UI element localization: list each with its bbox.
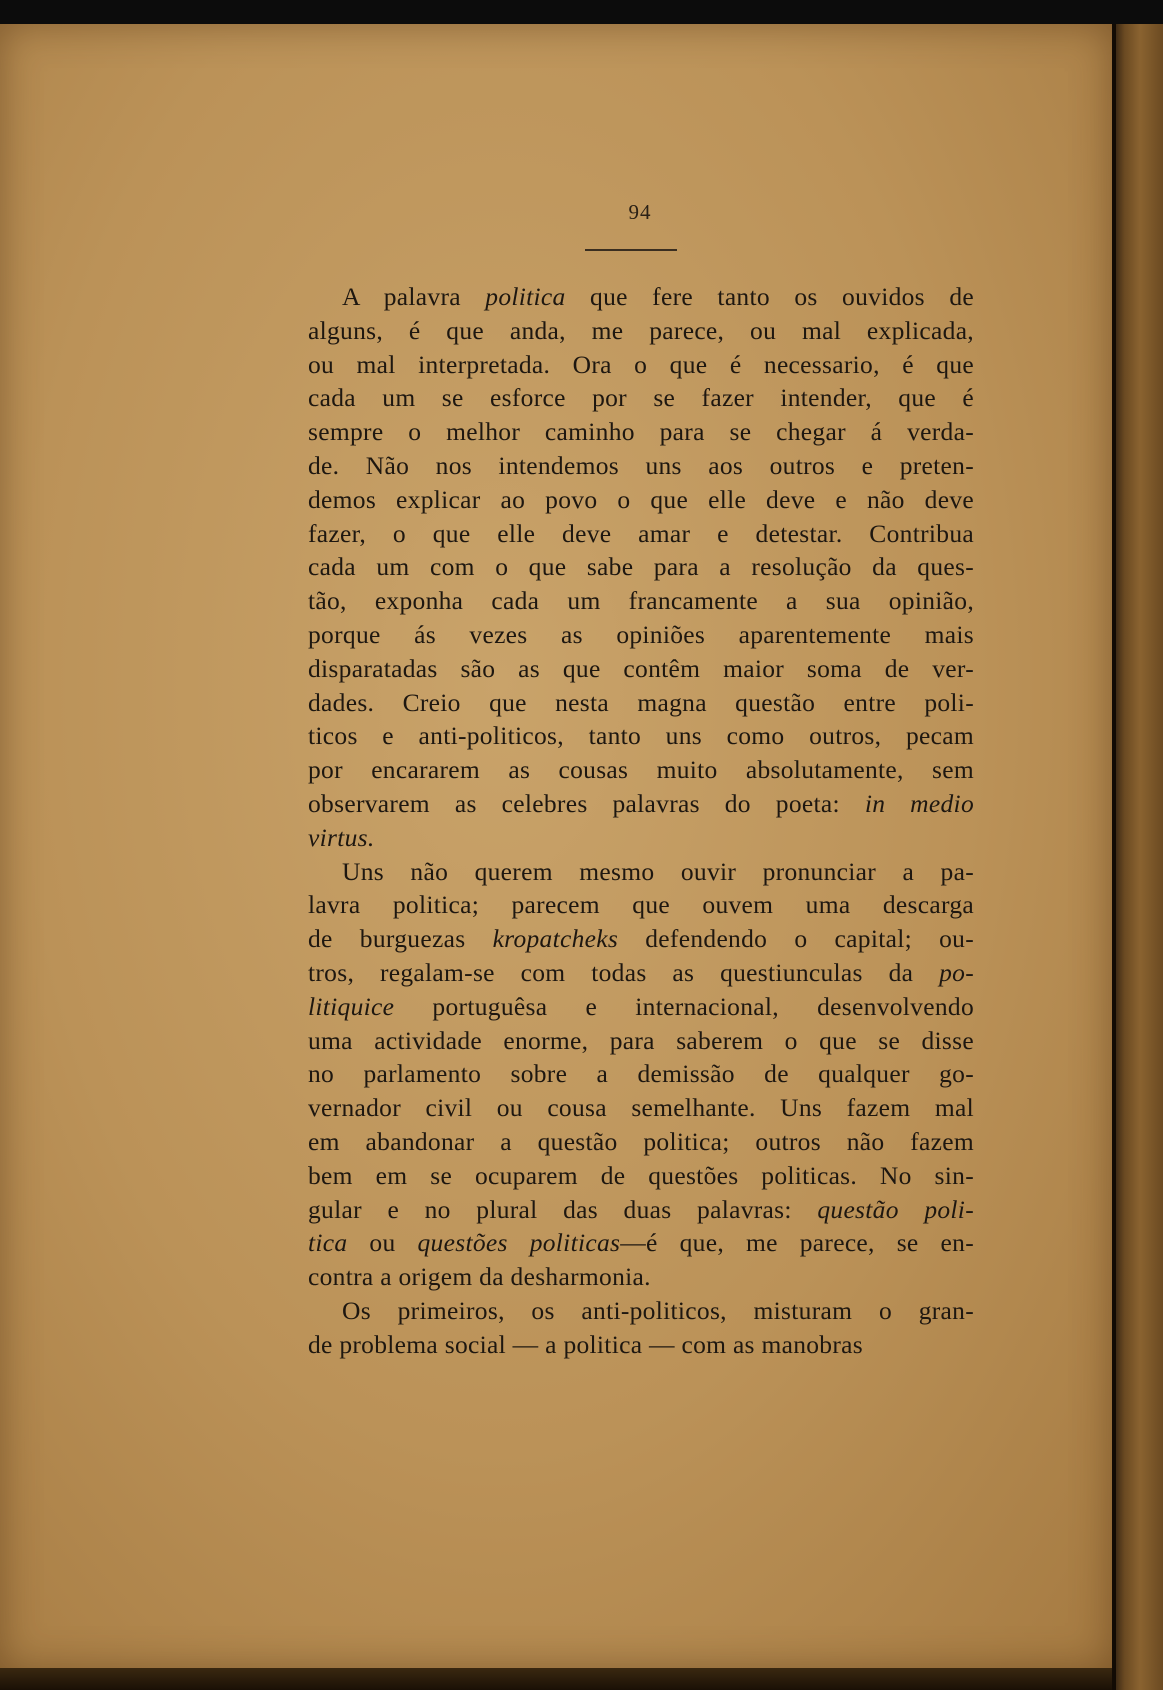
text-line — [308, 821, 974, 855]
text-run: bem em se ocuparem de questões politicas. No sin- — [308, 1160, 974, 1190]
text-run: porque ás vezes as opiniões aparentemente mais — [308, 619, 974, 649]
text-run: dades. Creio que nesta magna questão entre poli- — [308, 687, 974, 717]
text-line — [308, 1294, 974, 1328]
italic-term: virtus. — [308, 822, 375, 852]
text-run: demos explicar ao povo o que elle deve e não deve — [308, 484, 974, 514]
text-run: tão, exponha cada um francamente a sua opinião, — [308, 586, 974, 616]
italic-term: po- — [939, 957, 974, 987]
text-run: A palavra — [342, 282, 486, 311]
text-run: fazer, o que elle deve amar e detestar. Contribua — [308, 518, 974, 548]
text-run: portuguêsa e internacional, desenvolvendo — [394, 991, 974, 1021]
italic-term: questão poli- — [817, 1194, 974, 1224]
gutter-edge-line — [1112, 24, 1116, 1690]
paragraph — [308, 280, 974, 855]
text-run: Os primeiros, os anti-politicos, misturam o gran- — [342, 1295, 974, 1325]
text-line — [308, 686, 974, 720]
scan-frame-bottom — [0, 1668, 1112, 1690]
text-line — [308, 415, 974, 449]
text-run: de problema social — a politica — com as manobras — [308, 1329, 863, 1359]
text-run: observarem as celebres palavras do poeta: — [308, 788, 865, 818]
text-run: de. Não nos intendemos uns aos outros e preten- — [308, 450, 974, 480]
italic-term: kropatcheks — [492, 924, 619, 954]
text-line — [308, 314, 974, 348]
text-run: no parlamento sobre a demissão de qualquer go- — [308, 1059, 974, 1089]
text-run: contra a origem da desharmonia. — [308, 1262, 651, 1292]
text-run: uma actividade enorme, para saberem o que se disse — [308, 1025, 974, 1055]
text-run: em abandonar a questão politica; outros não fazem — [308, 1126, 974, 1156]
text-line — [308, 584, 974, 618]
text-line — [308, 855, 974, 889]
text-line — [308, 719, 974, 753]
text-run: ou — [347, 1228, 418, 1258]
text-run: Uns não querem mesmo ouvir pronunciar a pa- — [342, 856, 974, 886]
paragraph — [308, 855, 974, 1294]
text-run: —é que, me parece, se en- — [620, 1228, 974, 1258]
text-line — [308, 483, 974, 517]
text-run: cada um com o que sabe para a resolução da ques- — [308, 552, 974, 582]
text-line — [308, 652, 974, 686]
text-line — [308, 618, 974, 652]
italic-term: questões politicas — [417, 1228, 621, 1258]
text-line — [308, 787, 974, 821]
italic-term: tica — [308, 1228, 348, 1258]
text-line — [308, 348, 974, 382]
text-run: disparatadas são as que contêm maior soma de ver- — [308, 653, 974, 683]
text-run: gular e no plural das duas palavras: — [308, 1194, 818, 1224]
paragraph — [308, 1294, 974, 1362]
text-run: por encararem as cousas muito absolutamente, sem — [308, 755, 974, 785]
italic-term: in medio — [864, 788, 974, 818]
text-line — [308, 381, 974, 415]
text-run: cada um se esforce por se fazer intender, que é — [308, 383, 974, 413]
italic-term: litiquice — [308, 991, 395, 1021]
text-line — [308, 1125, 974, 1159]
body-text — [308, 280, 974, 1362]
text-run: tros, regalam-se com todas as questiunculas da — [308, 957, 940, 987]
text-line — [308, 517, 974, 551]
text-line — [308, 449, 974, 483]
text-line — [308, 550, 974, 584]
text-line — [308, 1024, 974, 1058]
text-run: sempre o melhor caminho para se chegar á verda- — [308, 417, 974, 447]
text-run: ou mal interpretada. Ora o que é necessario, é que — [308, 349, 974, 379]
header-rule — [585, 249, 677, 251]
text-line — [308, 1260, 974, 1294]
text-run: defendendo o capital; ou- — [618, 924, 974, 954]
italic-term: politica — [485, 282, 566, 311]
book-gutter — [1112, 24, 1163, 1690]
text-run: vernador civil ou cousa semelhante. Uns fazem mal — [308, 1093, 974, 1123]
text-line — [308, 1159, 974, 1193]
text-line — [308, 1226, 974, 1260]
text-run: de burguezas — [308, 924, 493, 954]
text-line — [308, 280, 974, 314]
text-line — [308, 1193, 974, 1227]
text-run: alguns, é que anda, me parece, ou mal explicada, — [308, 315, 974, 345]
text-line — [308, 888, 974, 922]
text-line — [308, 922, 974, 956]
text-line — [308, 1091, 974, 1125]
text-run: lavra politica; parecem que ouvem uma descarga — [308, 890, 974, 920]
text-line — [308, 956, 974, 990]
text-run: ticos e anti-politicos, tanto uns como outros, pecam — [308, 721, 974, 751]
text-line — [308, 753, 974, 787]
text-line — [308, 990, 974, 1024]
text-line — [308, 1057, 974, 1091]
text-line — [308, 1328, 974, 1362]
page-number: 94 — [628, 200, 652, 224]
text-run: que fere tanto os ouvidos de — [565, 282, 974, 311]
